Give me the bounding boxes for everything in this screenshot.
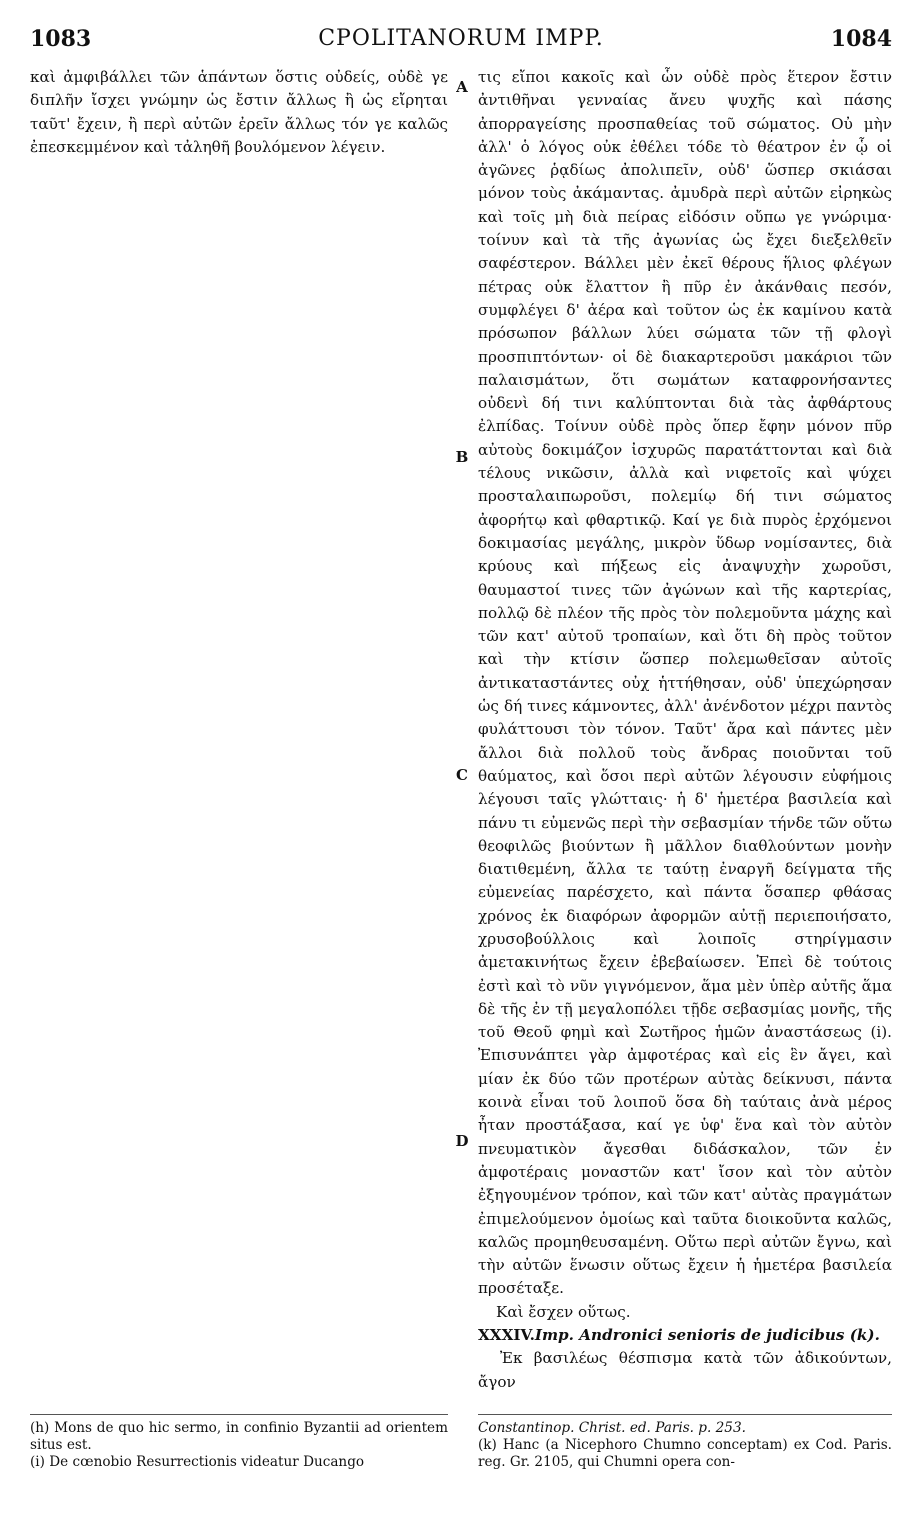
margin-marker-d: D	[455, 1132, 469, 1150]
section-heading	[478, 1324, 892, 1347]
footnote-rule-left	[30, 1414, 448, 1415]
left-column	[30, 66, 448, 159]
page-header	[30, 26, 892, 66]
footnotes-right	[478, 1420, 892, 1471]
right-page-number: 1084	[830, 26, 892, 52]
footnote-i-continued: Constantinop. Christ. ed. Paris. p. 253.	[478, 1420, 746, 1436]
margin-marker-a: A	[456, 78, 468, 96]
footnote-h: (h) Mons de quo hic sermo, in confinio Byzantii ad orientem situs est.	[30, 1420, 448, 1453]
running-title: CPOLITANORUM IMPP.	[318, 26, 604, 51]
footnote-k: (k) Hanc (a Nicephoro Chumno conceptam) ex Cod. Paris. reg. Gr. 2105, qui Chumni opera con-	[478, 1437, 892, 1470]
section-title: Imp. Andronici senioris de judicibus (k).	[534, 1326, 880, 1345]
left-page-number: 1083	[30, 26, 92, 52]
left-paragraph: καὶ ἀμφιβάλλει τῶν ἁπάντων ὅστις οὐδείς, οὐδὲ γε διπλῆν ἴσχει γνώμην ὡς ἔστιν ἄλλως ἢ ὡς εἴρηται ταῦτ' ἔχειν, ἢ περὶ αὐτῶν ἐρεῖν ἄλλως τόν γε καλῶς ἐπεσκεμμένον καὶ τἀληθῆ βουλόμενον λέγειν.	[30, 68, 448, 156]
right-column	[478, 66, 892, 1394]
section-start: Ἐκ βασιλέως θέσπισμα κατὰ τῶν ἀδικούντων, ἄγον	[478, 1349, 892, 1391]
footnote-i: (i) De cœnobio Resurrectionis videatur Ducango	[30, 1454, 365, 1470]
footnote-rule-right	[478, 1414, 892, 1415]
margin-marker-b: B	[455, 448, 469, 466]
closing-line: Καὶ ἔσχεν οὕτως.	[496, 1302, 631, 1321]
margin-marker-c: C	[456, 766, 468, 784]
section-number: XXXIV.	[478, 1326, 535, 1345]
right-paragraph: τις εἴποι κακοῖς καὶ ὧν οὐδὲ πρὸς ἕτερον ἔστιν ἀντιθῆναι γενναίας ἄνευ ψυχῆς καὶ πάσης ἀπορραγείσης προσπαθείας τοῦ σώματος. Οὐ μὴν ἀλλ' ὁ λόγος οὐκ ἐθέλει τόδε τὸ θέατρον ἐν ᾧ οἱ ἀγῶνες ῥᾳδίως ἀπολιπεῖν, οὐδ' ὥσπερ σκιάσαι μόνον τοὺς ἀκάμαντας. ἀμυδρὰ περὶ αὐτῶν εἰρηκὼς καὶ τοῖς μὴ διὰ πείρας εἰδόσιν οὔπω γε γνώριμα· τοίνυν καὶ τὰ τῆς ἀγωνίας ὡς ἔχει διεξελθεῖν σαφέστερον. Βάλλει μὲν ἐκεῖ θέρους ἥλιος φλέγων πέτρας οὐκ ἔλαττον ἢ πῦρ ἐν ἀκάνθαις πεσόν, συμφλέγει δ' ἀέρα καὶ τοῦτον ὡς ἐκ καμίνου κατὰ πρόσωπον βάλλων λύει σώματα τῶν τῇ φλογὶ προσπιπτόντων· οἱ δὲ διακαρτεροῦσι μακάριοι τῶν παλαισμάτων, ὅτι σωμάτων καταφρονήσαντες οὐδενὶ δή τινι καλύπτονται διὰ τὰς ἀφθάρτους ἐλπίδας. Τοίνυν οὐδὲ πρὸς ὅπερ ἔφην μόνον πῦρ αὐτοὺς δοκιμάζον ἰσχυρῶς παρατάττονται καὶ διὰ τέλους νικῶσιν, ἀλλὰ καὶ νιφετοῖς καὶ ψύχει προσταλαιπωροῦσι, πολεμίῳ δή τινι σώματος ἀφορήτῳ καὶ φθαρτικῷ. Καί γε διὰ πυρὸς ἐρχόμενοι δοκιμασίας μεγάλης, μικρὸν ὕδωρ νομίσαντες, διὰ κρύους καὶ πήξεως εἰς ἀναψυχὴν χωροῦσι, θαυμαστοί τινες τῶν ἀγώνων καὶ τῆς καρτερίας, πολλῷ δὲ πλέον τῆς πρὸς τὸν πολεμοῦντα μάχης καὶ τῶν κατ' αὐτοῦ τροπαίων, καὶ ὅτι δὴ πρὸς τοῦτον καὶ τὴν κτίσιν ὥσπερ πολεμωθεῖσαν αὐτοῖς ἀντικαταστάντες οὐχ ἡττήθησαν, οὐδ' ὑπεχώρησαν ὡς δή τινες κάμνοντες, ἀλλ' ἀνένδοτον μέχρι παντὸς φυλάττουσι τὸν τόνον. Ταῦτ' ἄρα καὶ πάντες μὲν ἄλλοι διὰ πολλοῦ τοὺς ἄνδρας ποιοῦνται τοῦ θαύματος, καὶ ὅσοι περὶ αὐτῶν λέγουσιν εὐφήμοις λέγουσι ταῖς γλώτταις· ἡ δ' ἡμετέρα βασιλεία καὶ πάνυ τι εὐμενῶς περὶ τὴν σεβασμίαν τήνδε τῶν οὕτω θεοφιλῶς βιούντων ἢ μᾶλλον διαθλούντων μονὴν διατιθεμένη, ἄλλα τε ταύτῃ ἐναργῆ δείγματα τῆς εὐμενείας παρέσχετο, καὶ πάντα ὅσαπερ φθάσας χρόνος ἐκ διαφόρων ἀφορμῶν αὐτῇ περιεποιήσατο, χρυσοβούλλοις καὶ λοιποῖς στηρίγμασιν ἀμετακινήτως ἔχειν ἐβεβαίωσεν. Ἐπεὶ δὲ τούτοις ἐστὶ καὶ τὸ νῦν γιγνόμενον, ἅμα μὲν ὑπὲρ αὐτῆς ἅμα δὲ τῆς ἐν τῇ μεγαλοπόλει τῇδε σεβασμίας μονῆς, τῆς τοῦ Θεοῦ φημὶ καὶ Σωτῆρος ἡμῶν ἀναστάσεως (i). Ἐπισυνάπτει γὰρ ἀμφοτέρας καὶ εἰς ἓν ἄγει, καὶ μίαν ἐκ δύο τῶν προτέρων αὐτὰς δείκνυσι, πάντα κοινὰ εἶναι τοῦ λοιποῦ ὅσα δὴ ταύταις ἀνὰ μέρος ἦταν προστάξασα, καί γε ὑφ' ἕνα καὶ τὸν αὐτὸν πνευματικὸν ἄγεσθαι διδάσκαλον, τῶν ἐν ἀμφοτέραις μοναστῶν κατ' ἴσον καὶ τὸν αὐτὸν ἐξηγουμένον τρόπον, καὶ τῶν κατ' αὐτὰς πραγμάτων ἐπιμελούμενον ὁμοίως καὶ ταῦτα διοικοῦντα καλῶς, καλῶς προμηθευσαμένη. Οὕτω περὶ αὐτῶν ἔγνω, καὶ τὴν αὐτῶν ἕνωσιν οὕτως ἔχειν ἡ ἡμετέρα βασιλεία προσέταξε.	[478, 68, 892, 1298]
footnotes-left	[30, 1420, 448, 1471]
